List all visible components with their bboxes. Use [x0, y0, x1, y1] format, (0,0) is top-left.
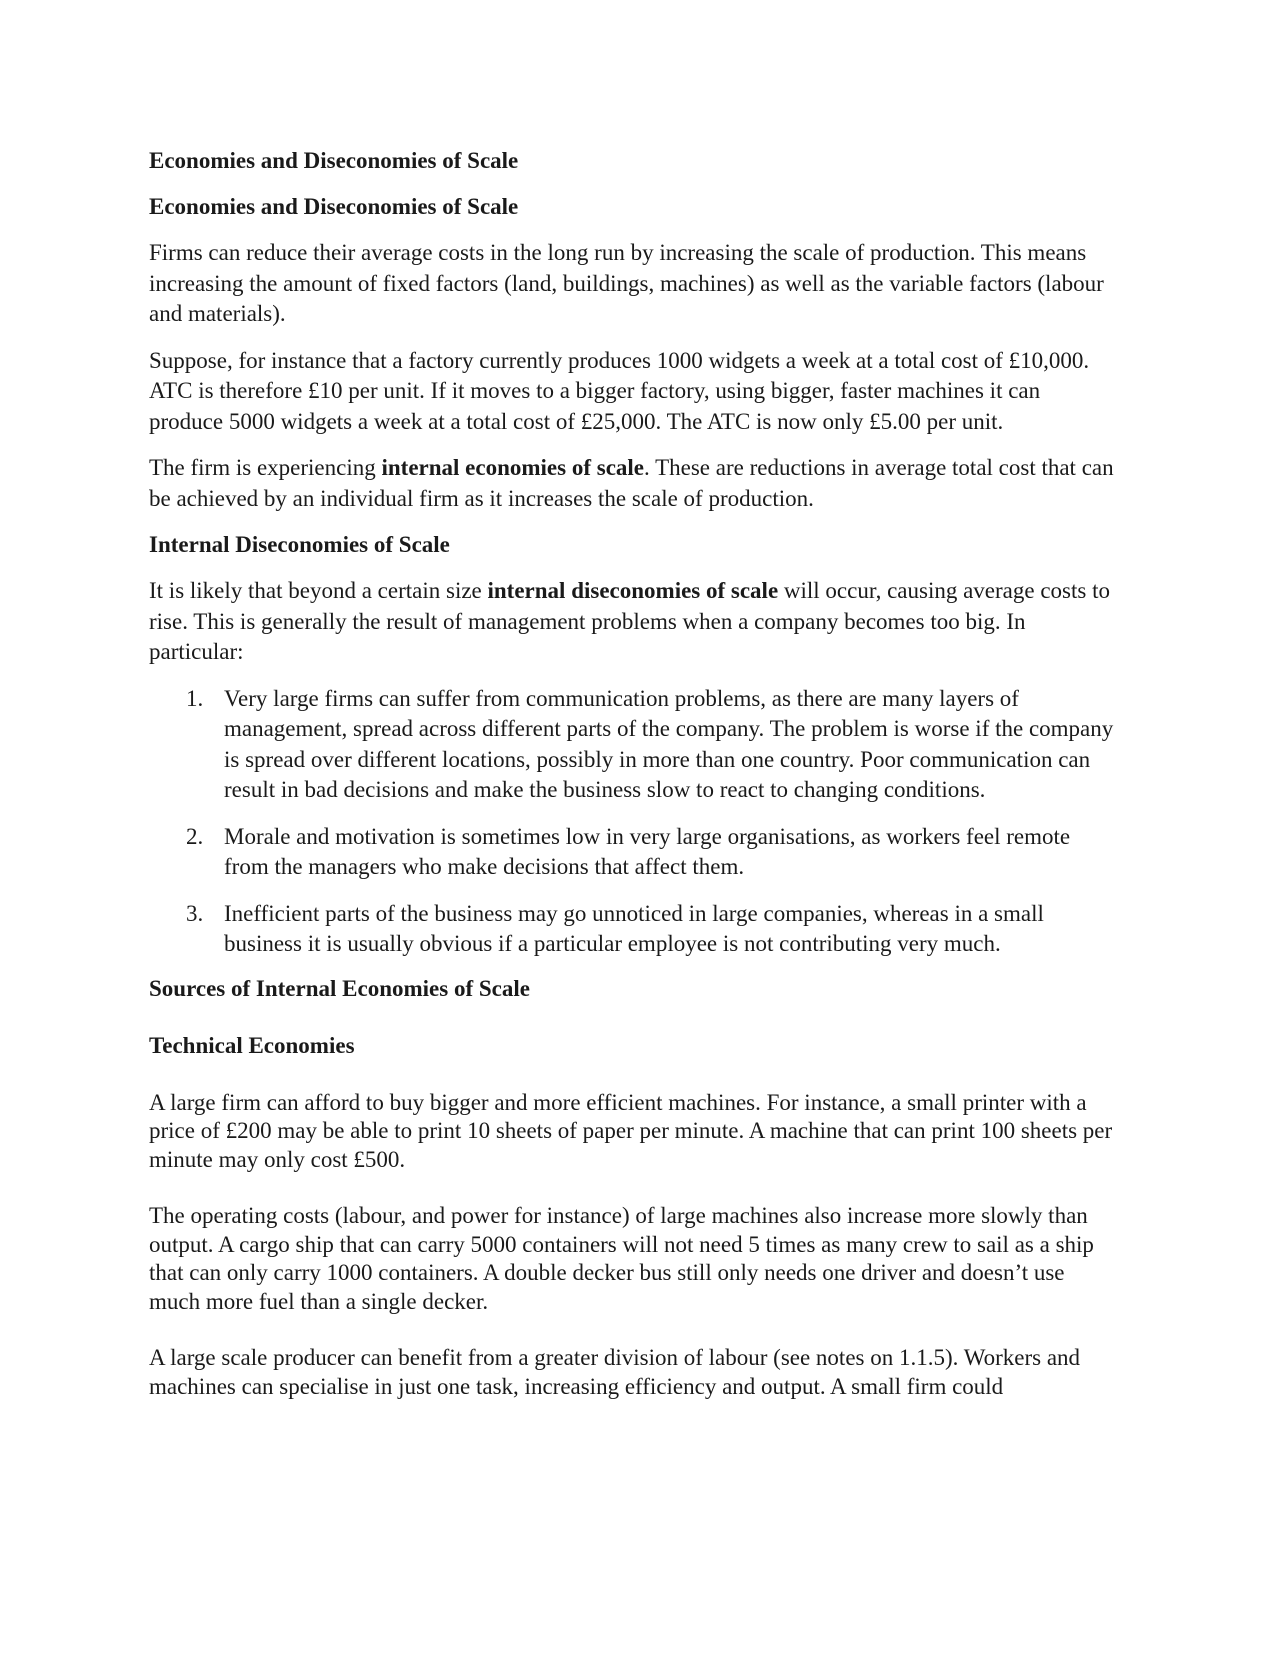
paragraph-machines: A large firm can afford to buy bigger and more efficient machines. For instance, a small printer with a price of £200 may be able to print 10 sheets of paper per minute. A machine that can print 100 sheets per minute may only cost £500.	[149, 1089, 1113, 1172]
list-item-text: Very large firms can suffer from communication problems, as there are many layers of management, spread across different parts of the company. The problem is worse if the company is spread over different locations, possibly in more than one country. Poor communication can result in bad decisions and make the business slow to react to changing conditions.	[224, 685, 1114, 802]
section-heading-technical: Technical Economies	[149, 1032, 355, 1058]
list-number: 2.	[186, 823, 204, 849]
list-item	[149, 822, 1117, 883]
document-page	[149, 146, 1117, 1401]
text-run: . These are reductions in average total cost that can be achieved by an individual firm as it increases the scale of production.	[149, 455, 1114, 511]
diseconomies-list	[149, 684, 1117, 960]
section-heading-sources: Sources of Internal Economies of Scale	[149, 975, 530, 1001]
paragraph-division-of-labour: A large scale producer can benefit from a greater division of labour (see notes on 1.1.5). Workers and machines can specialise in just one task, increasing efficiency and output. A small firm could	[149, 1345, 1081, 1399]
list-item-text: Inefficient parts of the business may go unnoticed in large companies, whereas in a small business it is usually obvious if a particular employee is not contributing very much.	[224, 900, 1044, 956]
list-item	[149, 684, 1117, 806]
paragraph-example: Suppose, for instance that a factory currently produces 1000 widgets a week at a total cost of £10,000. ATC is therefore £10 per unit. If it moves to a bigger factory, using bigger, faster machines it can produce 5000 widgets a week at a total cost of £25,000. The ATC is now only £5.00 per unit.	[149, 347, 1090, 434]
section-heading-diseconomies: Internal Diseconomies of Scale	[149, 532, 450, 557]
bold-term-internal-economies: internal economies of scale	[381, 455, 645, 480]
text-run: It is likely that beyond a certain size	[149, 578, 488, 603]
list-item-text: Morale and motivation is sometimes low in very large organisations, as workers feel remote from the managers who make decisions that affect them.	[224, 823, 1071, 879]
paragraph-diseconomies	[149, 576, 1117, 668]
text-run: The firm is experiencing	[149, 455, 382, 480]
paragraph-internal-economies	[149, 453, 1117, 514]
text-run: will occur, causing average costs to rise. This is generally the result of management problems when a company becomes too big. In particular:	[149, 578, 1110, 664]
list-number: 3.	[186, 900, 204, 926]
paragraph-intro: Firms can reduce their average costs in the long run by increasing the scale of production. This means increasing the amount of fixed factors (land, buildings, machines) as well as the variable factors (labour and materials).	[149, 240, 1104, 326]
bold-term-internal-diseconomies: internal diseconomies of scale	[487, 578, 779, 603]
list-number: 1.	[186, 685, 204, 711]
list-item	[149, 899, 1117, 960]
section-heading-economies: Economies and Diseconomies of Scale	[149, 194, 519, 219]
paragraph-operating-costs: The operating costs (labour, and power for instance) of large machines also increase more slowly than output. A cargo ship that can carry 5000 containers will not need 5 times as many crew to sail as a ship that can only carry 1000 containers. A double decker bus still only needs one driver and doesn’t use much more fuel than a single decker.	[149, 1203, 1094, 1314]
document-title: Economies and Diseconomies of Scale	[149, 148, 519, 173]
